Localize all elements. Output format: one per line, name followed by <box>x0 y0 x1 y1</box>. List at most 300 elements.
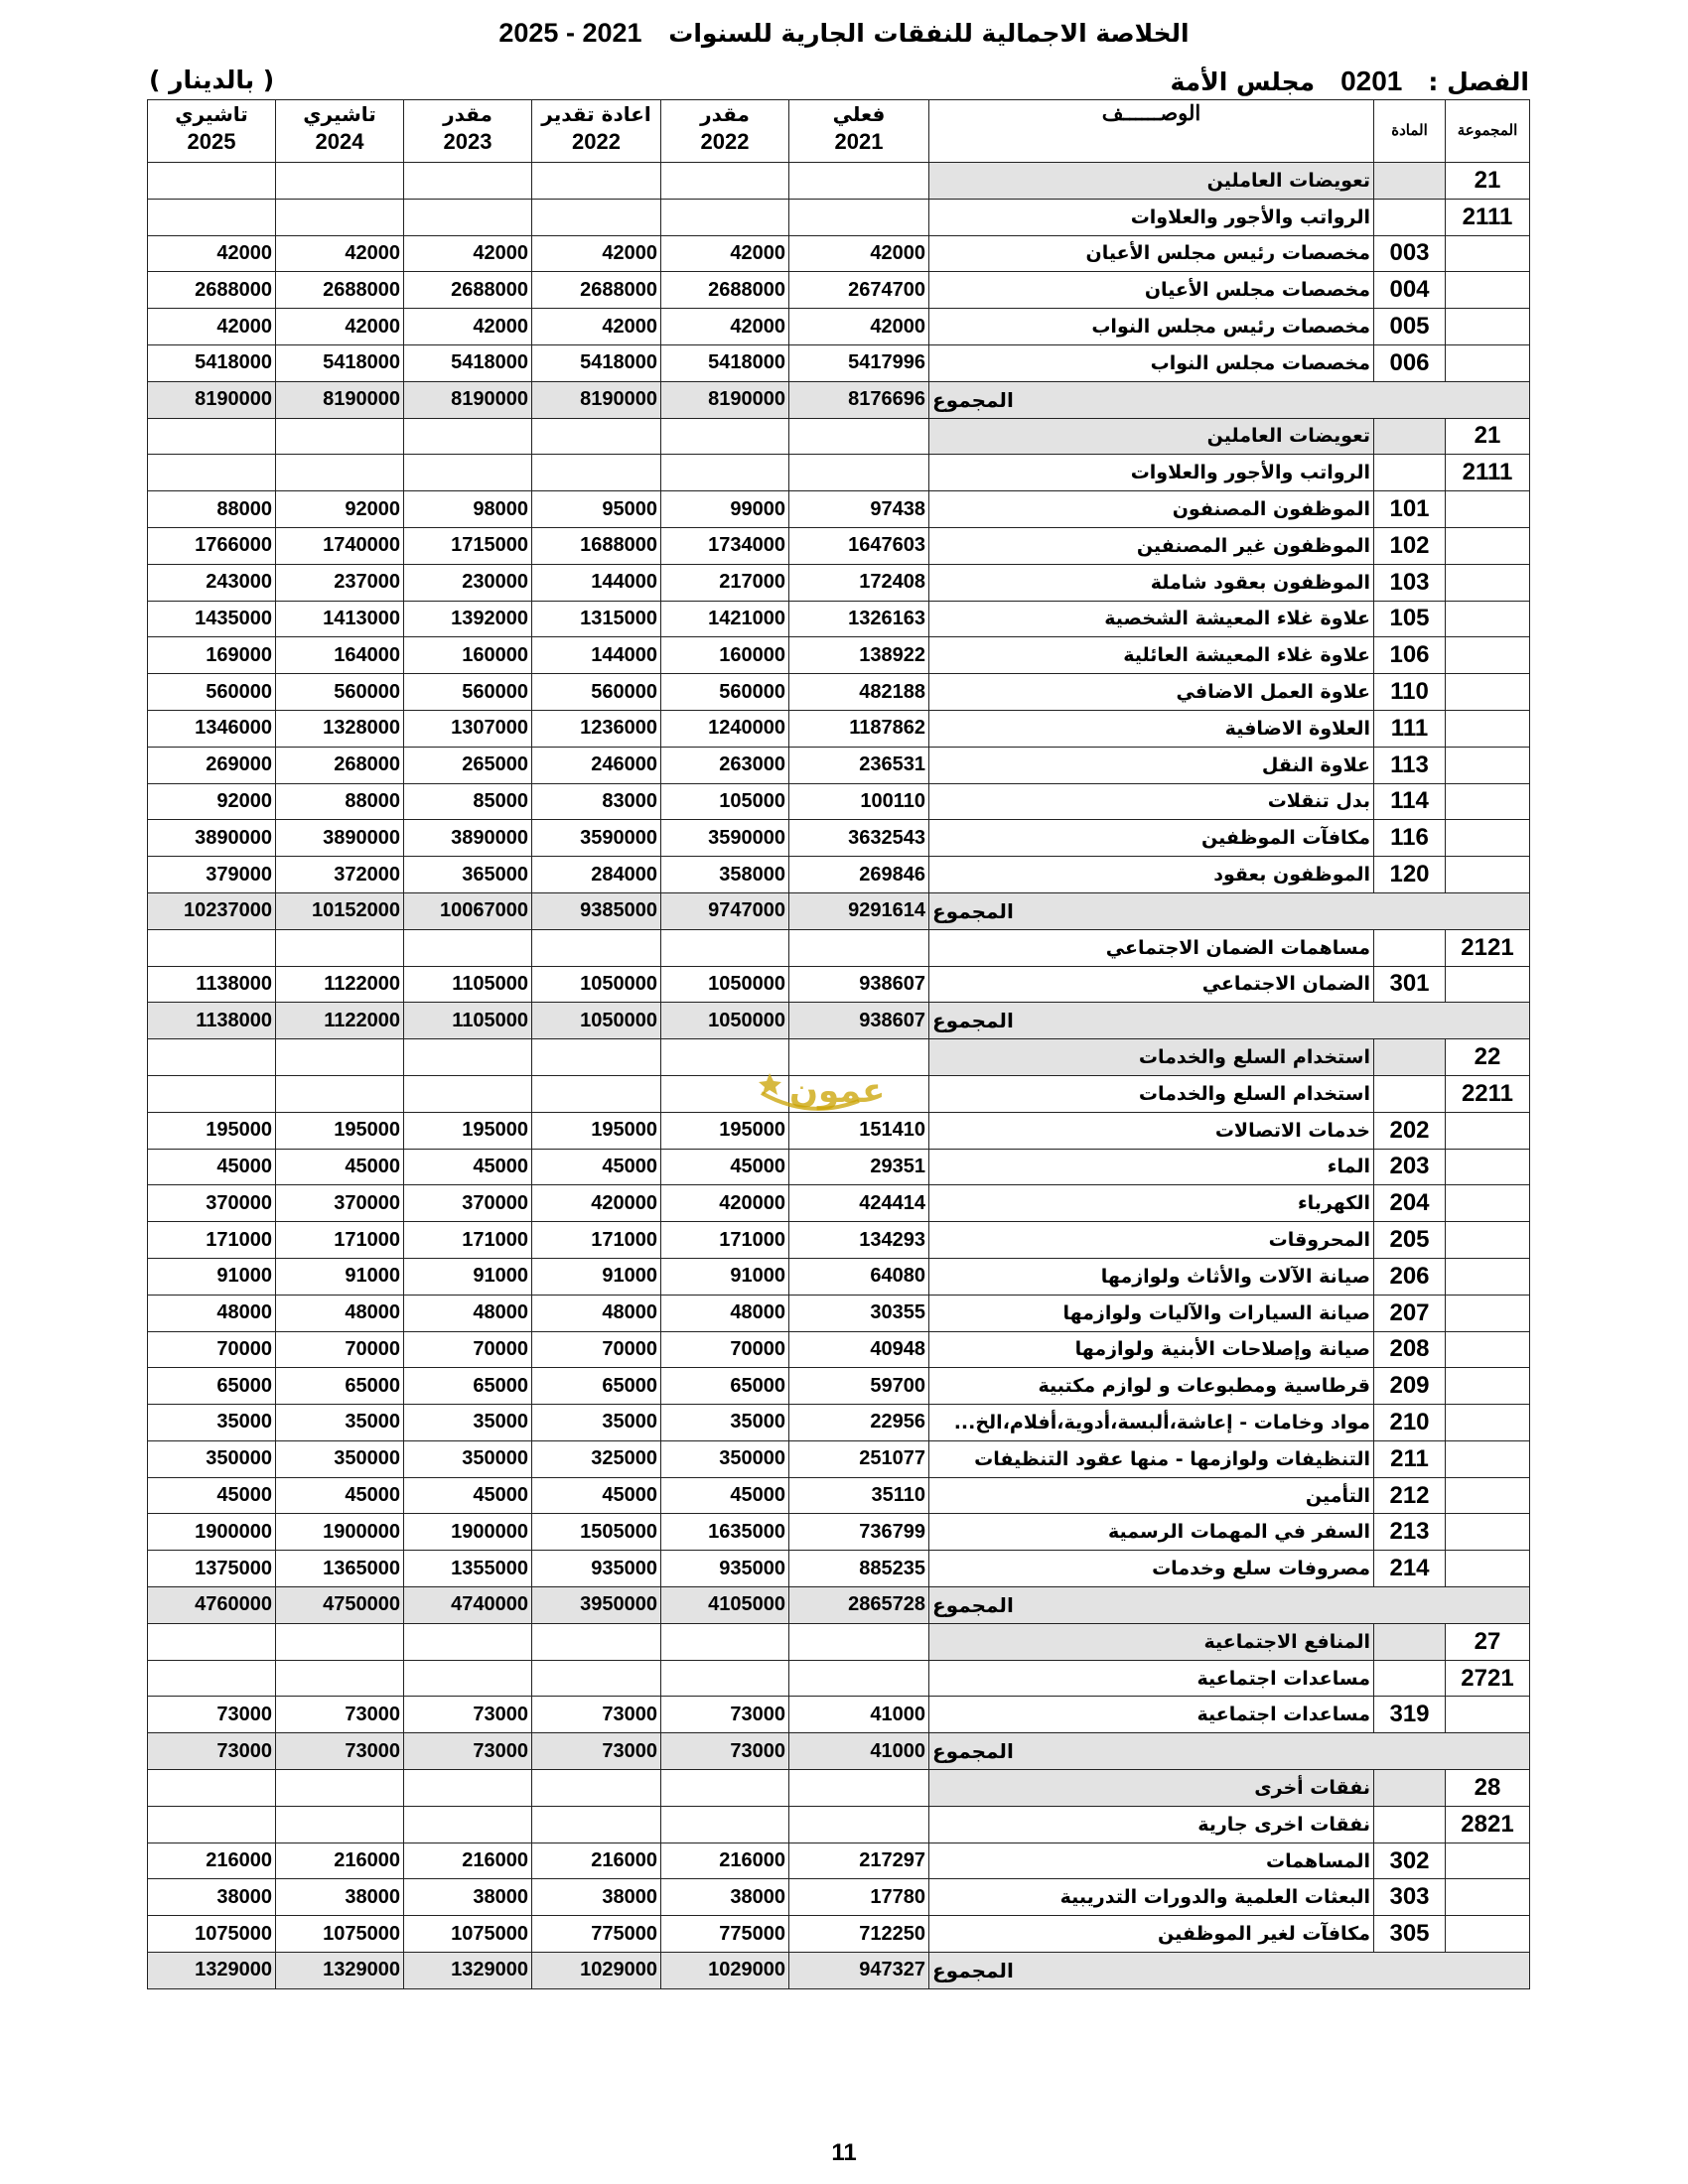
section-row <box>148 163 1530 200</box>
value-2022: 216000 <box>661 1843 789 1879</box>
value-2022r: 65000 <box>532 1368 661 1405</box>
value-2022: 48000 <box>661 1295 789 1331</box>
value-2022: 8190000 <box>661 381 789 418</box>
item-code: 203 <box>1374 1149 1446 1185</box>
group-code <box>1446 710 1530 747</box>
group-code <box>1446 1697 1530 1733</box>
section-title: تعويضات العاملين <box>929 418 1374 455</box>
value-2024: 1122000 <box>276 966 404 1003</box>
value-2023: 48000 <box>404 1295 532 1331</box>
value-2021 <box>789 418 929 455</box>
item-code: 120 <box>1374 857 1446 893</box>
group-code: 22 <box>1446 1039 1530 1076</box>
value-2025: 8190000 <box>148 381 276 418</box>
group-code <box>1446 674 1530 711</box>
value-2025 <box>148 1075 276 1112</box>
group-code <box>1446 966 1530 1003</box>
value-2022: 217000 <box>661 564 789 601</box>
item-code <box>1374 1075 1446 1112</box>
value-2025 <box>148 1660 276 1697</box>
table-row <box>148 1514 1530 1551</box>
value-2023: 42000 <box>404 235 532 272</box>
value-2024: 70000 <box>276 1331 404 1368</box>
value-2025: 91000 <box>148 1258 276 1295</box>
value-2024 <box>276 1039 404 1076</box>
value-2022r: 144000 <box>532 637 661 674</box>
group-code <box>1446 1331 1530 1368</box>
value-2022r: 560000 <box>532 674 661 711</box>
total-label: المجموع <box>929 1953 1530 1989</box>
value-2022r: 45000 <box>532 1149 661 1185</box>
item-description: المساهمات <box>929 1843 1374 1879</box>
table-row <box>148 527 1530 564</box>
item-description: مكافآت لغير الموظفين <box>929 1916 1374 1953</box>
item-description: علاوة العمل الاضافي <box>929 674 1374 711</box>
value-2022r: 1315000 <box>532 601 661 637</box>
item-description: الموظفون المصنفون <box>929 491 1374 528</box>
value-2024: 171000 <box>276 1222 404 1259</box>
group-code <box>1446 1879 1530 1916</box>
item-code: 202 <box>1374 1112 1446 1149</box>
value-2022r: 325000 <box>532 1440 661 1477</box>
total-label: المجموع <box>929 1733 1530 1770</box>
value-2024: 560000 <box>276 674 404 711</box>
value-2022: 3590000 <box>661 820 789 857</box>
value-2021: 35110 <box>789 1477 929 1514</box>
value-2022r <box>532 929 661 966</box>
value-2024 <box>276 929 404 966</box>
value-2023 <box>404 455 532 491</box>
value-2022: 560000 <box>661 674 789 711</box>
value-2023 <box>404 1075 532 1112</box>
item-code: 305 <box>1374 1916 1446 1953</box>
value-2022: 935000 <box>661 1551 789 1587</box>
value-2022: 358000 <box>661 857 789 893</box>
value-2024: 216000 <box>276 1843 404 1879</box>
value-2021: 236531 <box>789 747 929 783</box>
total-row <box>148 1953 1530 1989</box>
item-description: مخصصات مجلس النواب <box>929 344 1374 381</box>
value-2025 <box>148 1806 276 1843</box>
item-description: مساعدات اجتماعية <box>929 1697 1374 1733</box>
group-code <box>1446 235 1530 272</box>
value-2022: 171000 <box>661 1222 789 1259</box>
total-row <box>148 381 1530 418</box>
value-2021: 2674700 <box>789 272 929 309</box>
value-2023: 1900000 <box>404 1514 532 1551</box>
value-2022: 42000 <box>661 309 789 345</box>
value-2022 <box>661 1770 789 1807</box>
group-code <box>1446 637 1530 674</box>
subsection-title: استخدام السلع والخدمات <box>929 1075 1374 1112</box>
value-2022: 105000 <box>661 783 789 820</box>
item-code: 212 <box>1374 1477 1446 1514</box>
value-2023 <box>404 1806 532 1843</box>
value-2021: 3632543 <box>789 820 929 857</box>
page-title-years: 2021 - 2025 <box>498 18 642 48</box>
value-2025 <box>148 163 276 200</box>
section-title: استخدام السلع والخدمات <box>929 1039 1374 1076</box>
item-code: 302 <box>1374 1843 1446 1879</box>
value-2023: 216000 <box>404 1843 532 1879</box>
item-code <box>1374 163 1446 200</box>
value-2024: 73000 <box>276 1697 404 1733</box>
value-2025: 2688000 <box>148 272 276 309</box>
subsection-row <box>148 929 1530 966</box>
table-row <box>148 674 1530 711</box>
value-2023: 98000 <box>404 491 532 528</box>
subsection-row <box>148 1806 1530 1843</box>
group-code <box>1446 747 1530 783</box>
value-2024: 1329000 <box>276 1953 404 1989</box>
group-code: 21 <box>1446 163 1530 200</box>
value-2021: 1187862 <box>789 710 929 747</box>
value-2022: 65000 <box>661 1368 789 1405</box>
value-2022: 70000 <box>661 1331 789 1368</box>
group-code: 21 <box>1446 418 1530 455</box>
subsection-row <box>148 199 1530 235</box>
section-row <box>148 1623 1530 1660</box>
subsection-title: الرواتب والأجور والعلاوات <box>929 455 1374 491</box>
value-2022: 1050000 <box>661 1003 789 1039</box>
col-description: الوصــــــف <box>929 100 1374 163</box>
value-2025: 1329000 <box>148 1953 276 1989</box>
value-2023: 265000 <box>404 747 532 783</box>
value-2022r <box>532 199 661 235</box>
total-row <box>148 1733 1530 1770</box>
value-2023: 1392000 <box>404 601 532 637</box>
group-code <box>1446 491 1530 528</box>
col-group: المجموعة <box>1446 100 1530 163</box>
table-row <box>148 344 1530 381</box>
value-2023: 370000 <box>404 1185 532 1222</box>
item-description: بدل تنقلات <box>929 783 1374 820</box>
value-2023: 2688000 <box>404 272 532 309</box>
item-description: العلاوة الاضافية <box>929 710 1374 747</box>
value-2023: 1307000 <box>404 710 532 747</box>
value-2023: 1105000 <box>404 966 532 1003</box>
item-description: الضمان الاجتماعي <box>929 966 1374 1003</box>
value-2025: 171000 <box>148 1222 276 1259</box>
value-2022r: 73000 <box>532 1697 661 1733</box>
value-2025: 73000 <box>148 1733 276 1770</box>
value-2021: 134293 <box>789 1222 929 1259</box>
value-2023: 1715000 <box>404 527 532 564</box>
group-code <box>1446 309 1530 345</box>
item-code <box>1374 1039 1446 1076</box>
item-description: علاوة النقل <box>929 747 1374 783</box>
value-2024: 5418000 <box>276 344 404 381</box>
group-code <box>1446 601 1530 637</box>
item-description: مكافآت الموظفين <box>929 820 1374 857</box>
value-2022 <box>661 1806 789 1843</box>
value-2023: 73000 <box>404 1697 532 1733</box>
value-2022: 99000 <box>661 491 789 528</box>
table-row <box>148 601 1530 637</box>
value-2022r: 5418000 <box>532 344 661 381</box>
group-code <box>1446 1258 1530 1295</box>
item-code <box>1374 199 1446 235</box>
item-code: 005 <box>1374 309 1446 345</box>
chapter-header <box>1171 66 1529 97</box>
value-2023 <box>404 163 532 200</box>
group-code <box>1446 1440 1530 1477</box>
value-2023: 38000 <box>404 1879 532 1916</box>
item-description: الموظفون غير المصنفين <box>929 527 1374 564</box>
value-2023: 4740000 <box>404 1587 532 1624</box>
value-2023 <box>404 1660 532 1697</box>
value-2022r: 935000 <box>532 1551 661 1587</box>
value-2021: 217297 <box>789 1843 929 1879</box>
value-2022r: 38000 <box>532 1879 661 1916</box>
item-code <box>1374 455 1446 491</box>
group-code <box>1446 1112 1530 1149</box>
value-2022: 350000 <box>661 1440 789 1477</box>
value-2025: 5418000 <box>148 344 276 381</box>
value-2021: 5417996 <box>789 344 929 381</box>
table-row <box>148 1477 1530 1514</box>
value-2021: 59700 <box>789 1368 929 1405</box>
item-description: خدمات الاتصالات <box>929 1112 1374 1149</box>
value-2024: 3890000 <box>276 820 404 857</box>
item-code <box>1374 1806 1446 1843</box>
value-2023 <box>404 199 532 235</box>
value-2023 <box>404 1039 532 1076</box>
item-description: صيانة الآلات والأثاث ولوازمها <box>929 1258 1374 1295</box>
item-code <box>1374 418 1446 455</box>
value-2021 <box>789 455 929 491</box>
table-row <box>148 1697 1530 1733</box>
value-2022r <box>532 1623 661 1660</box>
item-description: مخصصات مجلس الأعيان <box>929 272 1374 309</box>
table-row <box>148 235 1530 272</box>
value-2024: 350000 <box>276 1440 404 1477</box>
section-row <box>148 418 1530 455</box>
value-2022r: 95000 <box>532 491 661 528</box>
value-2024 <box>276 1806 404 1843</box>
value-2023 <box>404 418 532 455</box>
value-2021: 947327 <box>789 1953 929 1989</box>
expenditure-table <box>147 99 1530 1989</box>
value-2024: 42000 <box>276 235 404 272</box>
value-2025: 560000 <box>148 674 276 711</box>
value-2021: 251077 <box>789 1440 929 1477</box>
value-2023: 91000 <box>404 1258 532 1295</box>
item-code: 209 <box>1374 1368 1446 1405</box>
group-code <box>1446 1149 1530 1185</box>
value-2022: 91000 <box>661 1258 789 1295</box>
item-code: 102 <box>1374 527 1446 564</box>
value-2024: 10152000 <box>276 892 404 929</box>
value-2022 <box>661 1623 789 1660</box>
value-2022: 1240000 <box>661 710 789 747</box>
value-2025: 10237000 <box>148 892 276 929</box>
group-code: 2721 <box>1446 1660 1530 1697</box>
value-2022r <box>532 163 661 200</box>
currency-note: ( بالدينار ) <box>149 66 275 94</box>
item-code: 207 <box>1374 1295 1446 1331</box>
value-2022r <box>532 418 661 455</box>
value-2024: 4750000 <box>276 1587 404 1624</box>
value-2025: 42000 <box>148 309 276 345</box>
value-2025: 4760000 <box>148 1587 276 1624</box>
chapter-code: 0201 <box>1340 66 1403 96</box>
value-2022r: 284000 <box>532 857 661 893</box>
value-2021 <box>789 163 929 200</box>
value-2021 <box>789 1770 929 1807</box>
stamp-logo <box>750 1065 938 1123</box>
value-2021: 938607 <box>789 966 929 1003</box>
value-2022r: 775000 <box>532 1916 661 1953</box>
value-2022r: 8190000 <box>532 381 661 418</box>
value-2021: 424414 <box>789 1185 929 1222</box>
stamp-text: عمون <box>789 1071 886 1111</box>
value-2023: 1105000 <box>404 1003 532 1039</box>
value-2022r <box>532 1770 661 1807</box>
value-2022: 5418000 <box>661 344 789 381</box>
value-2022: 195000 <box>661 1112 789 1149</box>
value-2023: 350000 <box>404 1440 532 1477</box>
value-2024: 48000 <box>276 1295 404 1331</box>
item-code: 213 <box>1374 1514 1446 1551</box>
value-2021: 151410 <box>789 1112 929 1149</box>
value-2022 <box>661 929 789 966</box>
group-code <box>1446 1405 1530 1441</box>
value-2023: 42000 <box>404 309 532 345</box>
value-2022: 775000 <box>661 1916 789 1953</box>
group-code <box>1446 1222 1530 1259</box>
table-row <box>148 1551 1530 1587</box>
value-2022r <box>532 455 661 491</box>
item-code <box>1374 929 1446 966</box>
value-2021: 100110 <box>789 783 929 820</box>
value-2025: 73000 <box>148 1697 276 1733</box>
value-2022r: 2688000 <box>532 272 661 309</box>
table-row <box>148 710 1530 747</box>
value-2021: 42000 <box>789 309 929 345</box>
value-2022r: 91000 <box>532 1258 661 1295</box>
value-2023: 8190000 <box>404 381 532 418</box>
value-2022: 1635000 <box>661 1514 789 1551</box>
value-2021: 97438 <box>789 491 929 528</box>
section-title: المنافع الاجتماعية <box>929 1623 1374 1660</box>
value-2025: 42000 <box>148 235 276 272</box>
table-header-row <box>148 100 1530 163</box>
total-row <box>148 892 1530 929</box>
value-2025: 48000 <box>148 1295 276 1331</box>
value-2023: 65000 <box>404 1368 532 1405</box>
value-2021: 42000 <box>789 235 929 272</box>
value-2021: 138922 <box>789 637 929 674</box>
value-2022 <box>661 418 789 455</box>
value-2023: 35000 <box>404 1405 532 1441</box>
value-2022r: 42000 <box>532 309 661 345</box>
group-code <box>1446 857 1530 893</box>
value-2023: 3890000 <box>404 820 532 857</box>
value-2024: 164000 <box>276 637 404 674</box>
group-code: 27 <box>1446 1623 1530 1660</box>
table-row <box>148 783 1530 820</box>
table-row <box>148 1405 1530 1441</box>
table-row <box>148 491 1530 528</box>
value-2021: 30355 <box>789 1295 929 1331</box>
col-item: المادة <box>1374 100 1446 163</box>
item-code: 006 <box>1374 344 1446 381</box>
total-label: المجموع <box>929 1003 1530 1039</box>
value-2023 <box>404 1770 532 1807</box>
value-2025 <box>148 418 276 455</box>
value-2025 <box>148 1623 276 1660</box>
value-2022: 1050000 <box>661 966 789 1003</box>
group-code <box>1446 1185 1530 1222</box>
group-code <box>1446 1295 1530 1331</box>
group-code: 2111 <box>1446 455 1530 491</box>
value-2024: 38000 <box>276 1879 404 1916</box>
table-row <box>148 1843 1530 1879</box>
value-2025: 1075000 <box>148 1916 276 1953</box>
value-2022r: 48000 <box>532 1295 661 1331</box>
value-2021: 22956 <box>789 1405 929 1441</box>
value-2022: 9747000 <box>661 892 789 929</box>
value-2025 <box>148 1039 276 1076</box>
value-2022 <box>661 1660 789 1697</box>
value-2023: 1355000 <box>404 1551 532 1587</box>
col-2024: تاشيري 2024 <box>276 100 404 163</box>
col-2025: تاشيري 2025 <box>148 100 276 163</box>
total-label: المجموع <box>929 892 1530 929</box>
item-code: 204 <box>1374 1185 1446 1222</box>
value-2021 <box>789 1806 929 1843</box>
item-code: 111 <box>1374 710 1446 747</box>
item-description: السفر في المهمات الرسمية <box>929 1514 1374 1551</box>
item-code: 004 <box>1374 272 1446 309</box>
subsection-title: مساهمات الضمان الاجتماعي <box>929 929 1374 966</box>
value-2025: 3890000 <box>148 820 276 857</box>
value-2024: 1413000 <box>276 601 404 637</box>
value-2022 <box>661 163 789 200</box>
value-2021: 40948 <box>789 1331 929 1368</box>
value-2025: 88000 <box>148 491 276 528</box>
value-2025: 45000 <box>148 1149 276 1185</box>
table-row <box>148 1295 1530 1331</box>
value-2021: 41000 <box>789 1733 929 1770</box>
group-code <box>1446 1368 1530 1405</box>
col-2022-estimate: مقدر 2022 <box>661 100 789 163</box>
item-description: علاوة غلاء المعيشة الشخصية <box>929 601 1374 637</box>
value-2021: 938607 <box>789 1003 929 1039</box>
item-code: 303 <box>1374 1879 1446 1916</box>
value-2022r: 9385000 <box>532 892 661 929</box>
value-2024: 372000 <box>276 857 404 893</box>
value-2023: 10067000 <box>404 892 532 929</box>
item-description: صيانة السيارات والآليات ولوازمها <box>929 1295 1374 1331</box>
value-2023: 5418000 <box>404 344 532 381</box>
group-code <box>1446 527 1530 564</box>
value-2025: 65000 <box>148 1368 276 1405</box>
total-label: المجموع <box>929 381 1530 418</box>
value-2025: 35000 <box>148 1405 276 1441</box>
value-2022r <box>532 1660 661 1697</box>
value-2023: 1075000 <box>404 1916 532 1953</box>
value-2023: 195000 <box>404 1112 532 1149</box>
table-row <box>148 820 1530 857</box>
item-code: 208 <box>1374 1331 1446 1368</box>
value-2021: 1326163 <box>789 601 929 637</box>
value-2024: 65000 <box>276 1368 404 1405</box>
table-row <box>148 1916 1530 1953</box>
value-2022r <box>532 1039 661 1076</box>
item-code: 206 <box>1374 1258 1446 1295</box>
